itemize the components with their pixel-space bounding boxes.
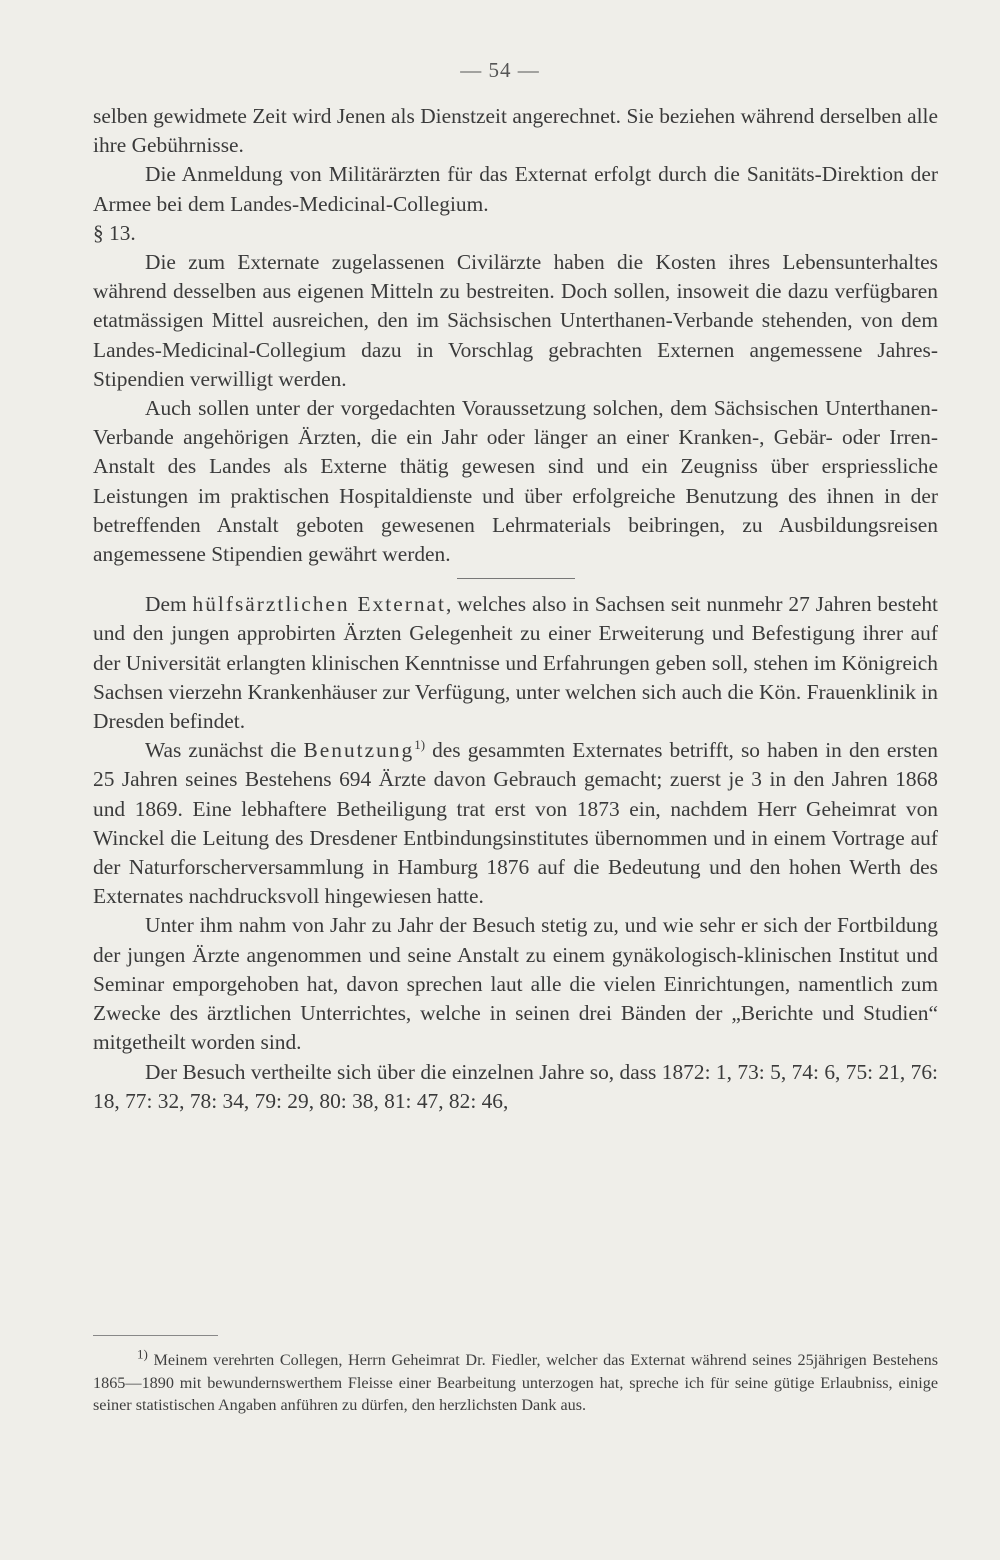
paragraph-rest: des gesammten Externates betrifft, so haben in den ersten 25 Jahren seines Bestehens 694 Ärzte davon Gebrauch gemacht; zuerst je 3 in den Jahren 1868 und 1869. Eine lebhaftere Betheiligung trat erst von 1873 ein, nachdem Herr Geheimrat von Winckel die Leitung des Dresdener Entbindungsinstitutes übernommen und in einem Vortrage auf der Naturforscherversammlung in Hamburg 1876 auf die Bedeutung und den hohen Werth des Externates nachdrucksvoll hingewiesen hatte.: [93, 738, 938, 909]
spaced-term: hülfsärztlichen Externat: [192, 592, 446, 617]
footnote: [93, 1346, 938, 1417]
section-heading: § 13.: [93, 220, 136, 245]
paragraph: Unter ihm nahm von Jahr zu Jahr der Besuch stetig zu, und wie sehr er sich der Fortbildung der jungen Ärzte angenommen und seine Anstalt zu einem gynäkologisch-klinischen Institut und Seminar emporgehoben hat, davon sprechen laut alle die vielen Einrichtungen, namentlich zum Zwecke des ärztlichen Unterrichtes, welche in seinen drei Bänden der „Berichte und Studien“ mitgetheilt worden sind.: [93, 913, 938, 1055]
lead-text: Dem: [145, 592, 187, 617]
section-separator: [457, 578, 575, 579]
paragraph: [93, 736, 938, 911]
footnote-marker: 1): [137, 1346, 148, 1362]
page-number: — 54 —: [460, 58, 540, 82]
footnotes: [93, 1346, 938, 1417]
paragraph: selben gewidmete Zeit wird Jenen als Dienstzeit angerechnet. Sie beziehen während derselben alle ihre Gebührnisse.: [93, 104, 938, 158]
paragraph: Auch sollen unter der vorgedachten Voraussetzung solchen, dem Sächsischen Unterthanen-Verbande angehörigen Ärzten, die ein Jahr oder länger an einer Kranken-, Gebär- oder Irren-Anstalt des Landes als Externe thätig gewesen sind und ein Zeugniss über erspriessliche Leistungen im praktischen Hospitaldienste und über erfolgreiche Benutzung des ihnen in der betreffenden Anstalt geboten gewesenen Lehrmaterials beibringen, zu Ausbildungsreisen angemessene Stipendien gewährt werden.: [93, 396, 938, 567]
body-text: [93, 102, 938, 1116]
paragraph: Die zum Externate zugelassenen Civilärzte haben die Kosten ihres Lebensunterhaltes während desselben aus eigenen Mitteln zu bestreiten. Doch sollen, insoweit die dazu verfügbaren etatmässigen Mittel ausreichen, den im Sächsischen Unterthanen-Verbande stehenden, von dem Landes-Medicinal-Collegium dazu in Vorschlag gebrachten Externen angemessene Jahres-Stipendien verwilligt werden.: [93, 250, 938, 391]
paragraph: Die Anmeldung von Militärärzten für das Externat erfolgt durch die Sanitäts-Direktion der Armee bei dem Landes-Medicinal-Collegium.: [93, 162, 938, 216]
footnote-rule: [93, 1335, 218, 1336]
paragraph: [93, 590, 938, 736]
paragraph-rest: , welches also in Sachsen seit nunmehr 27 Jahren besteht und den jungen approbirten Ärzten Gelegenheit zu einer Erweiterung und Befestigung ihrer auf der Universität erlangten klinischen Kenntnisse und Erfahrungen geben soll, stehen im Königreich Sachsen vierzehn Krankenhäuser zur Verfügung, unter welchen sich auch die Kön. Frauenklinik in Dresden befindet.: [93, 592, 938, 734]
lead-text: Was zunächst die: [145, 738, 297, 763]
footnote-text: Meinem verehrten Collegen, Herrn Geheimrat Dr. Fiedler, welcher das Externat während seines 25jährigen Bestehens 1865—1890 mit bewundernswerthem Fleisse einer Bearbeitung unterzogen hat, spreche ich für seine gütige Erlaubniss, einige seiner statistischen Angaben anführen zu dürfen, den herzlichsten Dank aus.: [93, 1351, 938, 1414]
spaced-term: Benutzung: [303, 738, 415, 763]
paragraph: Der Besuch vertheilte sich über die einzelnen Jahre so, dass 1872: 1, 73: 5, 74: 6, 75: 21, 76: 18, 77: 32, 78: 34, 79: 29, 80: 38, 81: 47, 82: 46,: [93, 1059, 938, 1113]
footnote-marker: 1): [414, 737, 426, 753]
